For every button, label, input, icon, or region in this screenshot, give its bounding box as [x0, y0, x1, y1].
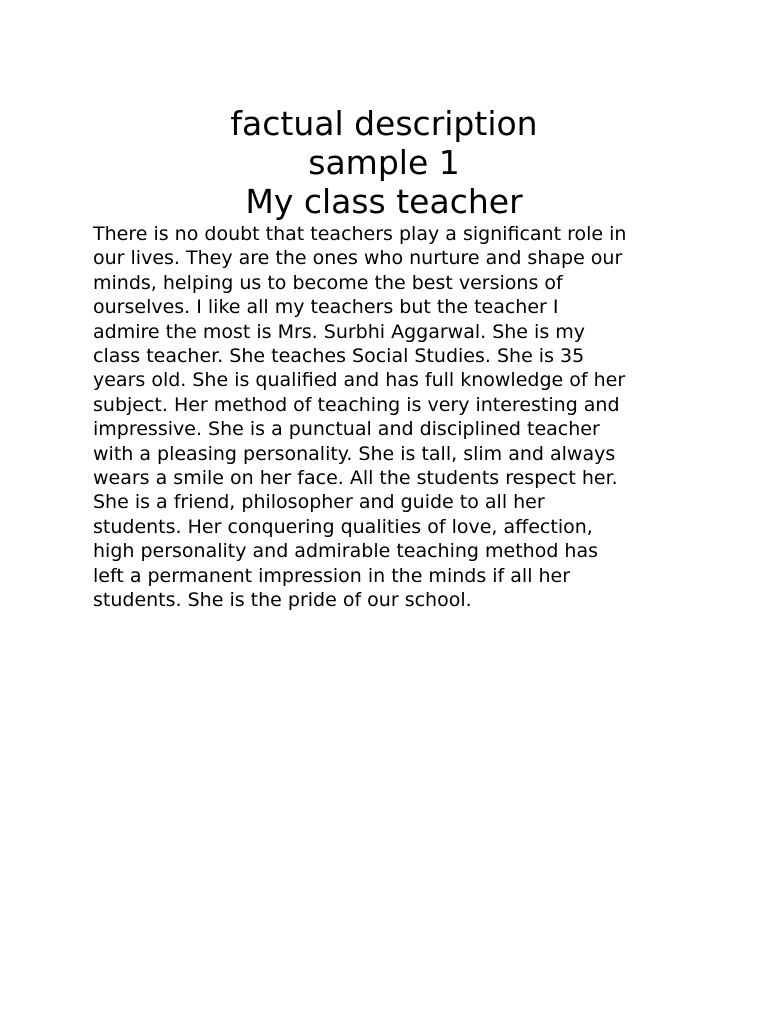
- paragraph-line: minds, helping us to become the best versions of: [93, 271, 563, 294]
- paragraph-line: students. She is the pride of our school.: [93, 589, 472, 612]
- paragraph-line: with a pleasing personality. She is tall, slim and always: [93, 442, 616, 465]
- paragraph-line: wears a smile on her face. All the students respect her.: [93, 467, 618, 490]
- essay-paragraph: [93, 222, 693, 613]
- paragraph-line: high personality and admirable teaching method has: [93, 540, 599, 563]
- title-line-topic: My class teacher: [245, 182, 523, 221]
- paragraph-line: class teacher. She teaches Social Studies. She is 35: [93, 345, 585, 368]
- title-line-sample: sample 1: [308, 143, 460, 182]
- paragraph-line: She is a friend, philosopher and guide to all her: [93, 491, 545, 514]
- paragraph-line: years old. She is qualified and has full knowledge of her: [93, 369, 626, 392]
- paragraph-line: impressive. She is a punctual and disciplined teacher: [93, 418, 600, 441]
- title-line-heading: factual description: [230, 104, 538, 143]
- paragraph-line: admire the most is Mrs. Surbhi Aggarwal. She is my: [93, 320, 586, 343]
- paragraph-line: ourselves. I like all my teachers but the teacher I: [93, 296, 559, 319]
- document-title: [0, 104, 768, 221]
- paragraph-line: students. Her conquering qualities of love, affection,: [93, 515, 593, 538]
- paragraph-line: There is no doubt that teachers play a significant role in: [93, 223, 627, 245]
- paragraph-line: subject. Her method of teaching is very interesting and: [93, 393, 620, 416]
- paragraph-line: our lives. They are the ones who nurture and shape our: [93, 247, 623, 270]
- paragraph-line: left a permanent impression in the minds if all her: [93, 564, 571, 587]
